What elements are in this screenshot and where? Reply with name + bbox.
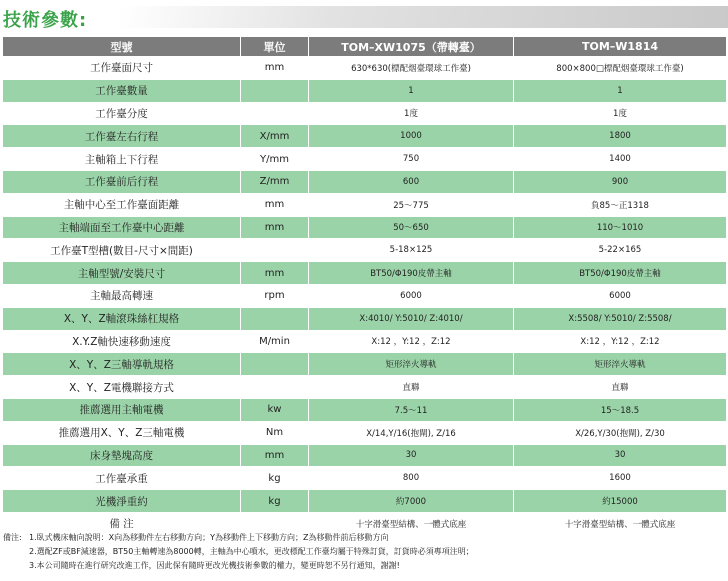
spec-unit-cell: Y/mm [241, 148, 309, 171]
spec-value-a-cell: BT50/Φ190皮帶主軸 [309, 262, 514, 285]
spec-value-b-cell: 負85～正1318 [514, 193, 727, 216]
notes-label: 備注: [3, 533, 22, 542]
spec-name-cell: 光機淨重約 [3, 490, 241, 513]
spec-value-a-cell: 1 [309, 79, 514, 102]
spec-name-cell: 推薦選用X、Y、Z三軸電機 [3, 421, 241, 444]
spec-value-b-cell: 30 [514, 444, 727, 467]
spec-value-a-cell: 25～775 [309, 193, 514, 216]
spec-value-b-cell: 5-22×165 [514, 239, 727, 262]
spec-value-b-cell: 十字滑臺型結構、一體式底座 [514, 512, 727, 535]
table-row [3, 193, 727, 216]
table-row [3, 376, 727, 399]
spec-name-cell: X、Y、Z三軸導軌規格 [3, 353, 241, 376]
table-row [3, 490, 727, 513]
table-row [3, 467, 727, 490]
title-stripe [120, 6, 728, 28]
table-body [3, 57, 727, 536]
spec-value-b-cell: 900 [514, 170, 727, 193]
spec-unit-cell [241, 102, 309, 125]
spec-name-cell: X.Y.Z軸快速移動速度 [3, 330, 241, 353]
table-row [3, 444, 727, 467]
spec-unit-cell: kw [241, 398, 309, 421]
spec-value-a-cell: 直聯 [309, 376, 514, 399]
note-line-1 [3, 531, 725, 545]
table-row [3, 239, 727, 262]
note-text-2: 2.選配ZF或BF減速器，BT50主軸轉速為8000轉，主軸為中心噴水，更改標配工作臺均屬于特殊訂貨，訂貨時必須專項注明； [29, 547, 474, 556]
spec-value-b-cell: 1400 [514, 148, 727, 171]
header-model-b: TOM–W1814 [514, 37, 727, 57]
spec-value-b-cell: 15～18.5 [514, 398, 727, 421]
note-text-3: 3.本公司隨時在進行研究改進工作，因此保有隨時更改光機技術參數的權力，變更時恕不另行通知，謝謝! [29, 561, 400, 570]
spec-value-b-cell: X:12 ，Y:12 ，Z:12 [514, 330, 727, 353]
spec-unit-cell [241, 239, 309, 262]
spec-value-a-cell: 十字滑臺型結構、一體式底座 [309, 512, 514, 535]
header-model: 型號 [3, 37, 241, 57]
table-row [3, 170, 727, 193]
spec-value-b-cell: BT50/Φ190皮帶主軸 [514, 262, 727, 285]
spec-value-a-cell: 30 [309, 444, 514, 467]
spec-unit-cell: Nm [241, 421, 309, 444]
spec-name-cell: 備 注 [3, 512, 241, 535]
spec-value-a-cell: 750 [309, 148, 514, 171]
spec-name-cell: 主軸端面至工作臺中心距離 [3, 216, 241, 239]
spec-unit-cell: mm [241, 57, 309, 80]
spec-value-a-cell: X:4010/ Y:5010/ Z:4010/ [309, 307, 514, 330]
spec-name-cell: 工作臺左右行程 [3, 125, 241, 148]
spec-name-cell: X、Y、Z電機聯接方式 [3, 376, 241, 399]
spec-value-b-cell: 800×800□標配烟臺環球工作臺) [514, 57, 727, 80]
table-row [3, 307, 727, 330]
spec-value-a-cell: 約7000 [309, 490, 514, 513]
spec-unit-cell [241, 376, 309, 399]
spec-value-a-cell: 630*630(標配烟臺環球工作臺) [309, 57, 514, 80]
spec-name-cell: 床身墊塊高度 [3, 444, 241, 467]
spec-name-cell: 主軸箱上下行程 [3, 148, 241, 171]
spec-unit-cell: X/mm [241, 125, 309, 148]
spec-value-a-cell: 600 [309, 170, 514, 193]
spec-name-cell: 工作臺T型槽(數目-尺寸×間距) [3, 239, 241, 262]
table-row [3, 79, 727, 102]
spec-name-cell: 工作臺數量 [3, 79, 241, 102]
spec-name-cell: 主軸型號/安裝尺寸 [3, 262, 241, 285]
spec-value-a-cell: 5-18×125 [309, 239, 514, 262]
spec-value-a-cell: X:12 ，Y:12 ，Z:12 [309, 330, 514, 353]
spec-value-a-cell: 800 [309, 467, 514, 490]
spec-value-a-cell: 1度 [309, 102, 514, 125]
spec-name-cell: 工作臺分度 [3, 102, 241, 125]
table-row [3, 148, 727, 171]
spec-value-a-cell: X/14,Y/16(抱閘), Z/16 [309, 421, 514, 444]
spec-value-a-cell: 1000 [309, 125, 514, 148]
spec-name-cell: X、Y、Z軸滾珠絲杠規格 [3, 307, 241, 330]
table-row [3, 398, 727, 421]
spec-unit-cell [241, 353, 309, 376]
note-text-1: 1.臥式機床軸向說明：X向為移動件左右移動方向；Y為移動件上下移動方向；Z為移動件前后移動方向 [29, 533, 389, 542]
spec-value-b-cell: 1度 [514, 102, 727, 125]
table-header-row [3, 37, 727, 57]
table-row [3, 262, 727, 285]
spec-unit-cell: mm [241, 193, 309, 216]
table-row [3, 102, 727, 125]
spec-value-a-cell: 50～650 [309, 216, 514, 239]
table-row [3, 216, 727, 239]
spec-value-b-cell: X/26,Y/30(抱閘), Z/30 [514, 421, 727, 444]
note-line-3 [3, 559, 725, 573]
spec-name-cell: 工作臺面尺寸 [3, 57, 241, 80]
spec-value-b-cell: 1600 [514, 467, 727, 490]
spec-value-b-cell: 1800 [514, 125, 727, 148]
spec-value-a-cell: 6000 [309, 284, 514, 307]
table-row [3, 125, 727, 148]
table-row [3, 57, 727, 80]
table-row [3, 353, 727, 376]
header-unit: 單位 [241, 37, 309, 57]
spec-name-cell: 工作臺前后行程 [3, 170, 241, 193]
spec-name-cell: 主軸中心至工作臺面距離 [3, 193, 241, 216]
spec-value-b-cell: 直聯 [514, 376, 727, 399]
notes [3, 531, 725, 573]
table-row [3, 421, 727, 444]
table-row [3, 330, 727, 353]
spec-value-a-cell: 7.5～11 [309, 398, 514, 421]
spec-value-b-cell: 110～1010 [514, 216, 727, 239]
spec-value-a-cell: 矩形淬火導軌 [309, 353, 514, 376]
spec-value-b-cell: 6000 [514, 284, 727, 307]
spec-unit-cell: rpm [241, 284, 309, 307]
spec-name-cell: 工作臺承重 [3, 467, 241, 490]
table-row [3, 284, 727, 307]
spec-unit-cell: Z/mm [241, 170, 309, 193]
spec-unit-cell: mm [241, 444, 309, 467]
spec-unit-cell [241, 79, 309, 102]
spec-value-b-cell: 1 [514, 79, 727, 102]
spec-unit-cell: kg [241, 467, 309, 490]
header-model-a: TOM–XW1075（帶轉臺） [309, 37, 514, 57]
spec-table [2, 36, 727, 536]
spec-value-b-cell: X:5508/ Y:5010/ Z:5508/ [514, 307, 727, 330]
spec-name-cell: 推薦選用主軸電機 [3, 398, 241, 421]
spec-unit-cell: kg [241, 490, 309, 513]
spec-unit-cell [241, 307, 309, 330]
spec-unit-cell: M/min [241, 330, 309, 353]
spec-unit-cell: mm [241, 216, 309, 239]
note-line-2 [3, 545, 725, 559]
page-title: 技術參數: [3, 10, 88, 31]
title-bar [0, 0, 728, 36]
spec-name-cell: 主軸最高轉速 [3, 284, 241, 307]
spec-unit-cell: mm [241, 262, 309, 285]
spec-value-b-cell: 矩形淬火導軌 [514, 353, 727, 376]
spec-value-b-cell: 約15000 [514, 490, 727, 513]
